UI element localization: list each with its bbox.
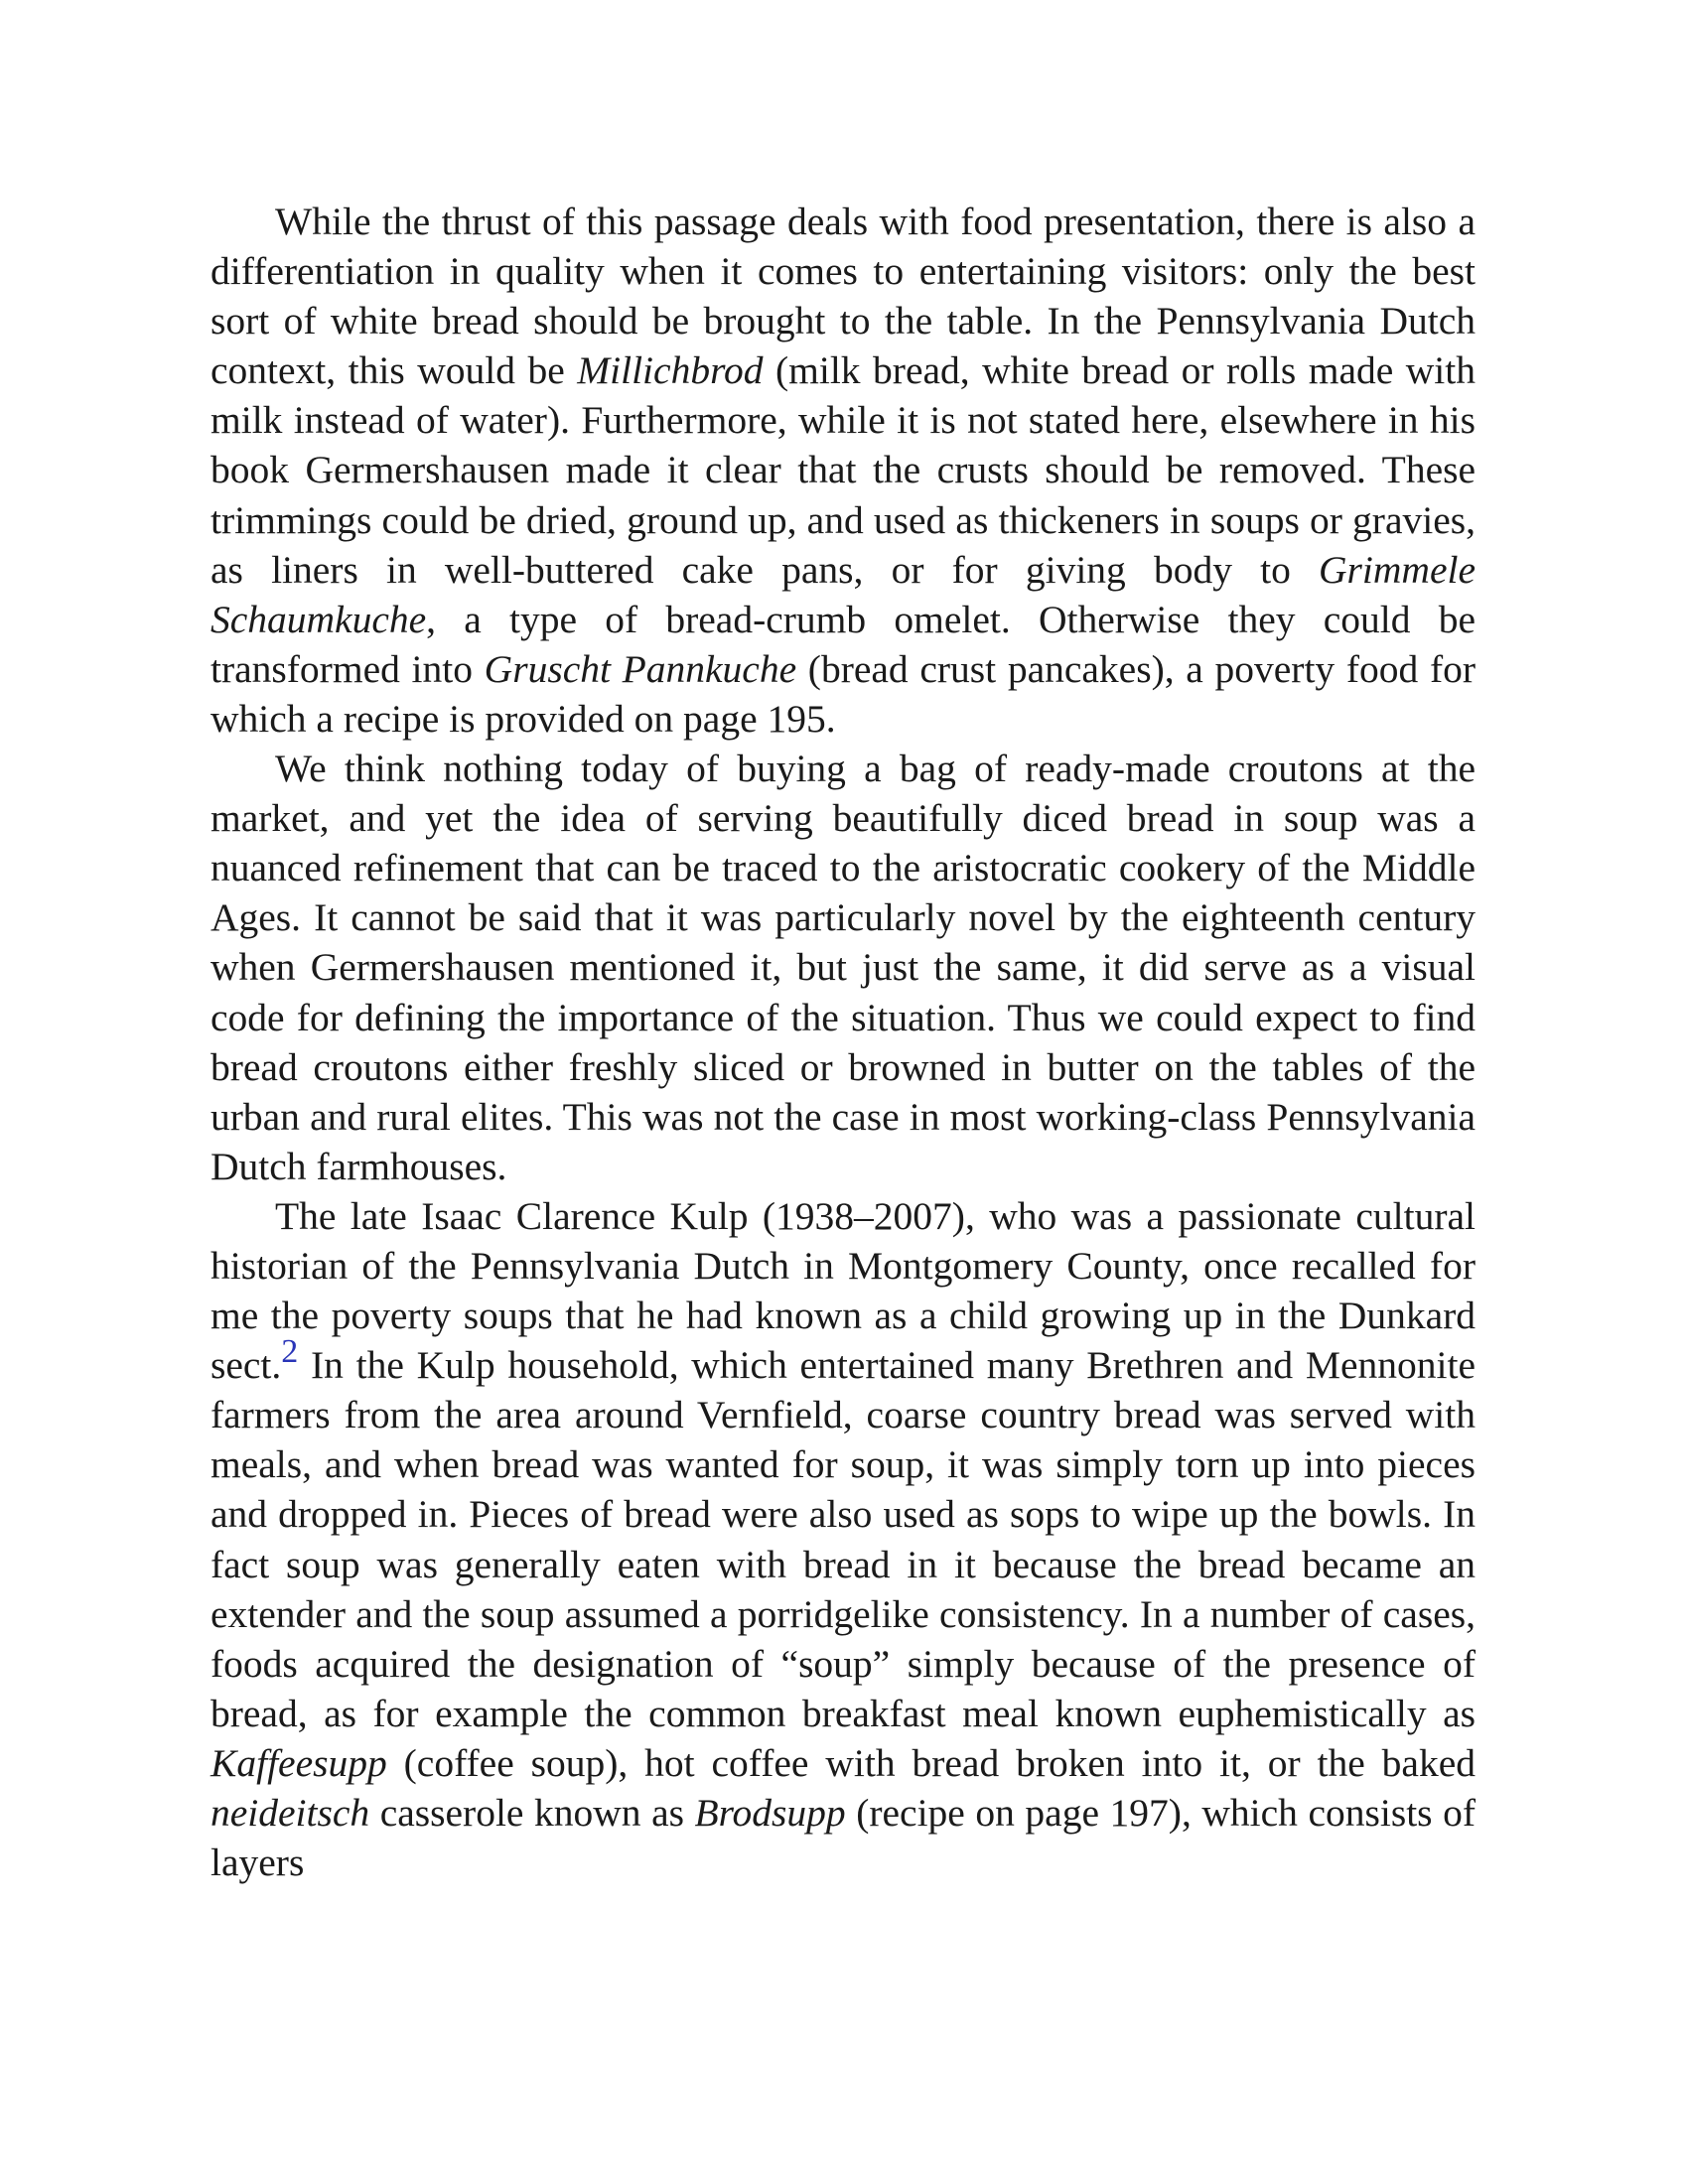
text-run: (coffee soup), hot coffee with bread broken into it, or the baked — [386, 1740, 1476, 1785]
italic-term: Brodsupp — [694, 1791, 846, 1835]
text-run: (bread crust pancakes), a poverty food for which a recipe is provided on page 195. — [211, 646, 1476, 741]
page-body — [211, 197, 1476, 1887]
paragraph-1 — [211, 197, 1476, 744]
paragraph-2 — [211, 744, 1476, 1191]
footnote-reference-link[interactable]: 2 — [281, 1333, 299, 1371]
text-run: The late Isaac Clarence Kulp (1938–2007), who was a passionate cultural historian of the Pennsylvania Dutch in Montgomery County, once recalled for me the poverty soups that he had known as a child growing up in the Dunkard sect. — [211, 1193, 1476, 1388]
italic-term: Grimmele Schaumkuche — [211, 547, 1476, 641]
text-run: While the thrust of this passage deals with food presentation, there is also a differentiation in quality when it comes to entertaining visitors: only the best sort of white bread should be brought to the table. In the Pennsylvania Dutch context, this would be — [211, 200, 1476, 393]
text-run: (milk bread, white bread or rolls made with milk instead of water). Furthermore, while it is not stated here, elsewhere in his book Germershausen made it clear that the crusts should be removed. These trimmings could be dried, ground up, and used as thickeners in soups or gravies, as liners in well-buttered cake pans, or for giving body to — [211, 348, 1476, 592]
text-run: We think nothing today of buying a bag of ready-made croutons at the market, and yet the idea of serving beautifully diced bread in soup was a nuanced refinement that can be traced to the aristocratic cookery of the Middle Ages. It cannot be said that it was particularly novel by the eighteenth century when Germershausen mentioned it, but just the same, it did serve as a visual code for defining the importance of the situation. Thus we could expect to find bread croutons either freshly sliced or browned in butter on the tables of the urban and rural elites. This was not the case in most working-class Pennsylvania Dutch farmhouses. — [211, 747, 1476, 1188]
italic-term: Millichbrod — [577, 348, 764, 393]
text-run: casserole known as — [369, 1791, 695, 1835]
italic-term: Gruscht Pannkuche — [484, 646, 797, 691]
text-run: , a type of bread-crumb omelet. Otherwise they could be transformed into — [211, 597, 1476, 691]
text-run: (recipe on page 197), which consists of layers — [211, 1791, 1476, 1885]
paragraph-3 — [211, 1191, 1476, 1887]
text-run: In the Kulp household, which entertained many Brethren and Mennonite farmers from the area around Vernfield, coarse country bread was served with meals, and when bread was wanted for soup, it was simply torn up into pieces and dropped in. Pieces of bread were also used as sops to wipe up the bowls. In fact soup was generally eaten with bread in it because the bread became an extender and the soup assumed a porridgelike consistency. In a number of cases, foods acquired the designation of “soup” simply because of the presence of bread, as for example the common breakfast meal known euphemistically as — [211, 1343, 1476, 1735]
italic-term: neideitsch — [211, 1791, 370, 1835]
italic-term: Kaffeesupp — [211, 1740, 387, 1785]
